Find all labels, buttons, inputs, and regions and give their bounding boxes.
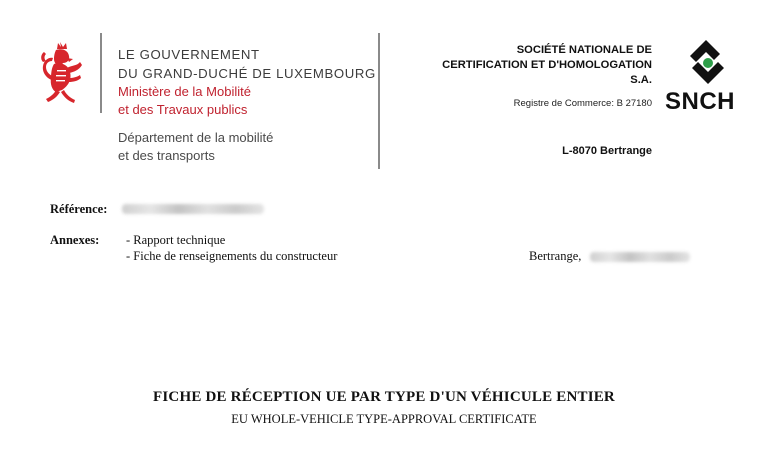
- registre-commerce: Registre de Commerce: B 27180: [513, 98, 652, 109]
- header-divider-left: [100, 33, 102, 113]
- snch-name-line-1: SOCIÉTÉ NATIONALE DE: [516, 44, 652, 56]
- header-divider-middle: [378, 33, 380, 169]
- snch-diamond-logo-icon: [680, 38, 736, 88]
- annexes-label: Annexes:: [50, 233, 100, 247]
- ministry-line-2: et des Travaux publics: [118, 102, 248, 117]
- certificate-subtitle: EU WHOLE-VEHICLE TYPE-APPROVAL CERTIFICATE: [231, 412, 537, 426]
- certificate-title: FICHE DE RÉCEPTION UE PAR TYPE D'UN VÉHICULE ENTIER: [153, 389, 615, 405]
- annex-item: - Fiche de renseignements du constructeur: [126, 249, 338, 263]
- department-line-1: Département de la mobilité: [118, 130, 274, 145]
- snch-name-line-3: S.A.: [630, 74, 652, 86]
- government-line-1: LE GOUVERNEMENT: [118, 47, 260, 62]
- date-value-redacted: [590, 252, 690, 262]
- department-line-2: et des transports: [118, 148, 215, 163]
- reference-value-redacted: [122, 204, 264, 214]
- annex-item: - Rapport technique: [126, 233, 226, 247]
- place-date-prefix: Bertrange,: [529, 249, 582, 263]
- reference-label: Référence:: [50, 202, 108, 216]
- ministry-line-1: Ministère de la Mobilité: [118, 84, 251, 99]
- snch-name-line-2: CERTIFICATION ET D'HOMOLOGATION: [442, 59, 652, 71]
- luxembourg-lion-icon: [34, 40, 88, 106]
- snch-address: L-8070 Bertrange: [562, 145, 652, 157]
- government-line-2: DU GRAND-DUCHÉ DE LUXEMBOURG: [118, 66, 376, 81]
- snch-logo-text: SNCH: [665, 88, 736, 115]
